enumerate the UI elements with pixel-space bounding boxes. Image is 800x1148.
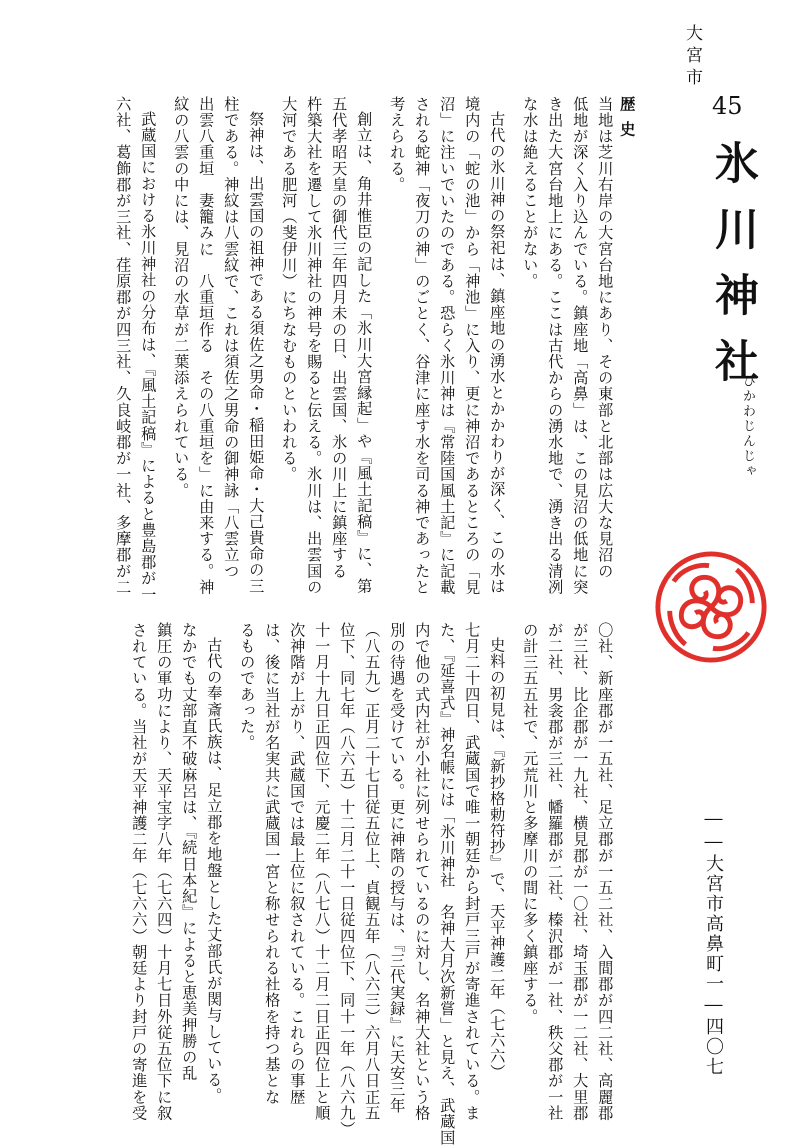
text-column: される蛇神「夜刀の神」のごとく、谷津に座す水を司る神であったと <box>413 96 432 596</box>
text-column: は、後に当社が名実共に武蔵国一宮と称せられる社格を持つ基とな <box>263 622 282 1105</box>
text-column: 位下、同七年（八六五）十二月二十一日従四位下、同十一年（八六九） <box>338 622 357 1138</box>
text-column: 紋の八雲の中には、見沼の水草が二葉添えられている。 <box>172 96 191 499</box>
text-column: 境内の「蛇の池」から「神池」に入り、更に神沼であるところの「見 <box>463 96 482 596</box>
text-column: 史料の初見は、『新抄格勅符抄』で、天平神護二年（七六六） <box>488 637 507 1081</box>
text-column: 十一月十九日正四位下、元慶二年（八七八）十二月二日正四位上と順 <box>313 622 332 1122</box>
text-column: 当地は芝川右岸の大宮台地にあり、その東部と北部は広大な見沼の <box>596 96 615 579</box>
yakumo-crest-icon <box>658 554 764 660</box>
text-column: るものであった。 <box>238 622 257 751</box>
text-column: 古代の奉斎氏族は、足立郡を地盤とした丈部氏が関与している。 <box>205 637 224 1104</box>
text-column: 六社、葛飾郡が三社、荏原郡が四三社、久良岐郡が一社、多摩郡が二 <box>114 96 133 596</box>
text-column: 古代の氷川神の祭祀は、鎮座地の湧水とかかわりが深く、この水は <box>488 111 507 594</box>
text-column: 〇社、新座郡が一五社、足立郡が一五二社、入間郡が四二社、高麗郡 <box>596 622 615 1122</box>
header-city: 大宮市 <box>682 24 702 90</box>
text-column: されている。当社が天平神護二年（七六六）朝廷より封戸の寄進を受 <box>130 622 149 1122</box>
text-column: き出た大宮台地上にある。ここは古代からの湧水地で、湧き出る清冽 <box>546 96 565 596</box>
text-column: （八五九）正月二十七日従五位上、貞観五年（八六三）六月八日正五 <box>363 622 382 1122</box>
shrine-address: ――大宮市高鼻町一―四〇七 <box>703 808 724 1077</box>
text-column: 考えられる。 <box>388 96 407 193</box>
shrine-name: 氷川神社 <box>707 140 758 404</box>
text-column: 杵築大社を遷して氷川神社の神号を賜ると伝える。氷川は、出雲国の <box>305 96 324 596</box>
text-column: 武蔵国における氷川神社の分布は、『風土記稿』によると豊島郡が一 <box>139 111 158 603</box>
text-column: な水は絶えることがない。 <box>521 96 540 290</box>
text-column: 創立は、角井惟臣の記した「氷川大宮縁起」や『風土記稿』に、第 <box>355 111 374 594</box>
shrine-crest-seal <box>652 548 770 666</box>
text-column: 低地が深く入り込んでいる。鎮座地「高鼻」は、この見沼の低地に突 <box>571 96 590 596</box>
text-column: 別の待遇を受けている。更に神階の授与は、『三代実録』に天安三年 <box>388 622 407 1114</box>
shrine-number: 45 <box>712 92 743 120</box>
text-column: の計三五五社で、元荒川と多摩川の間に多く鎮座する。 <box>521 622 540 1025</box>
text-column: 内で他の式内社が小社に列せられているのに対し、名神大社という格 <box>413 622 432 1122</box>
text-column: 次神階が上がり、武蔵国では最上位に叙されている。これらの事歴 <box>288 622 307 1105</box>
text-column: 出雲八重垣 妻籠みに 八重垣作る その八重垣を」に由来する。神 <box>197 96 216 596</box>
text-column: が二社、男衾郡が三社、幡羅郡が二社、榛沢郡が一社、秩父郡が一社 <box>546 622 565 1122</box>
text-column: 五代孝昭天皇の御代三年四月未の日、出雲国、氷の川上に鎮座する <box>330 96 349 579</box>
text-column: 沼」に注いでいたのである。恐らく氷川神は『常陸国風土記』に記載 <box>438 96 457 596</box>
text-column: た、『延喜式』神名帳には「氷川神社 名神大月次新嘗」と見え、武蔵国 <box>438 622 457 1146</box>
text-column: 七月二十四日、武蔵国で唯一朝廷から封戸三戸が寄進されている。ま <box>463 622 482 1122</box>
text-column: 大河である肥河（斐伊川）にちなむものといわれる。 <box>280 96 299 483</box>
text-column: が三社、比企郡が一九社、横見郡が一〇社、埼玉郡が一二社、大里郡 <box>571 622 590 1122</box>
shrine-reading: ひかわじんじゃ <box>740 374 755 479</box>
text-column: 鎮圧の軍功により、天平宝字八年（七六四）十月七日外従五位下に叙 <box>155 622 174 1122</box>
text-column: 祭神は、出雲国の祖神である須佐之男命・稲田姫命・大己貴命の三 <box>247 111 266 594</box>
section-heading: 歴史 <box>618 96 637 147</box>
text-column: なかでも丈部直不破麻呂は、『続日本紀』によると恵美押勝の乱 <box>180 622 199 1082</box>
text-column: 柱である。神紋は八雲紋で、これは須佐之男命の御神詠「八雲立つ <box>222 96 241 579</box>
